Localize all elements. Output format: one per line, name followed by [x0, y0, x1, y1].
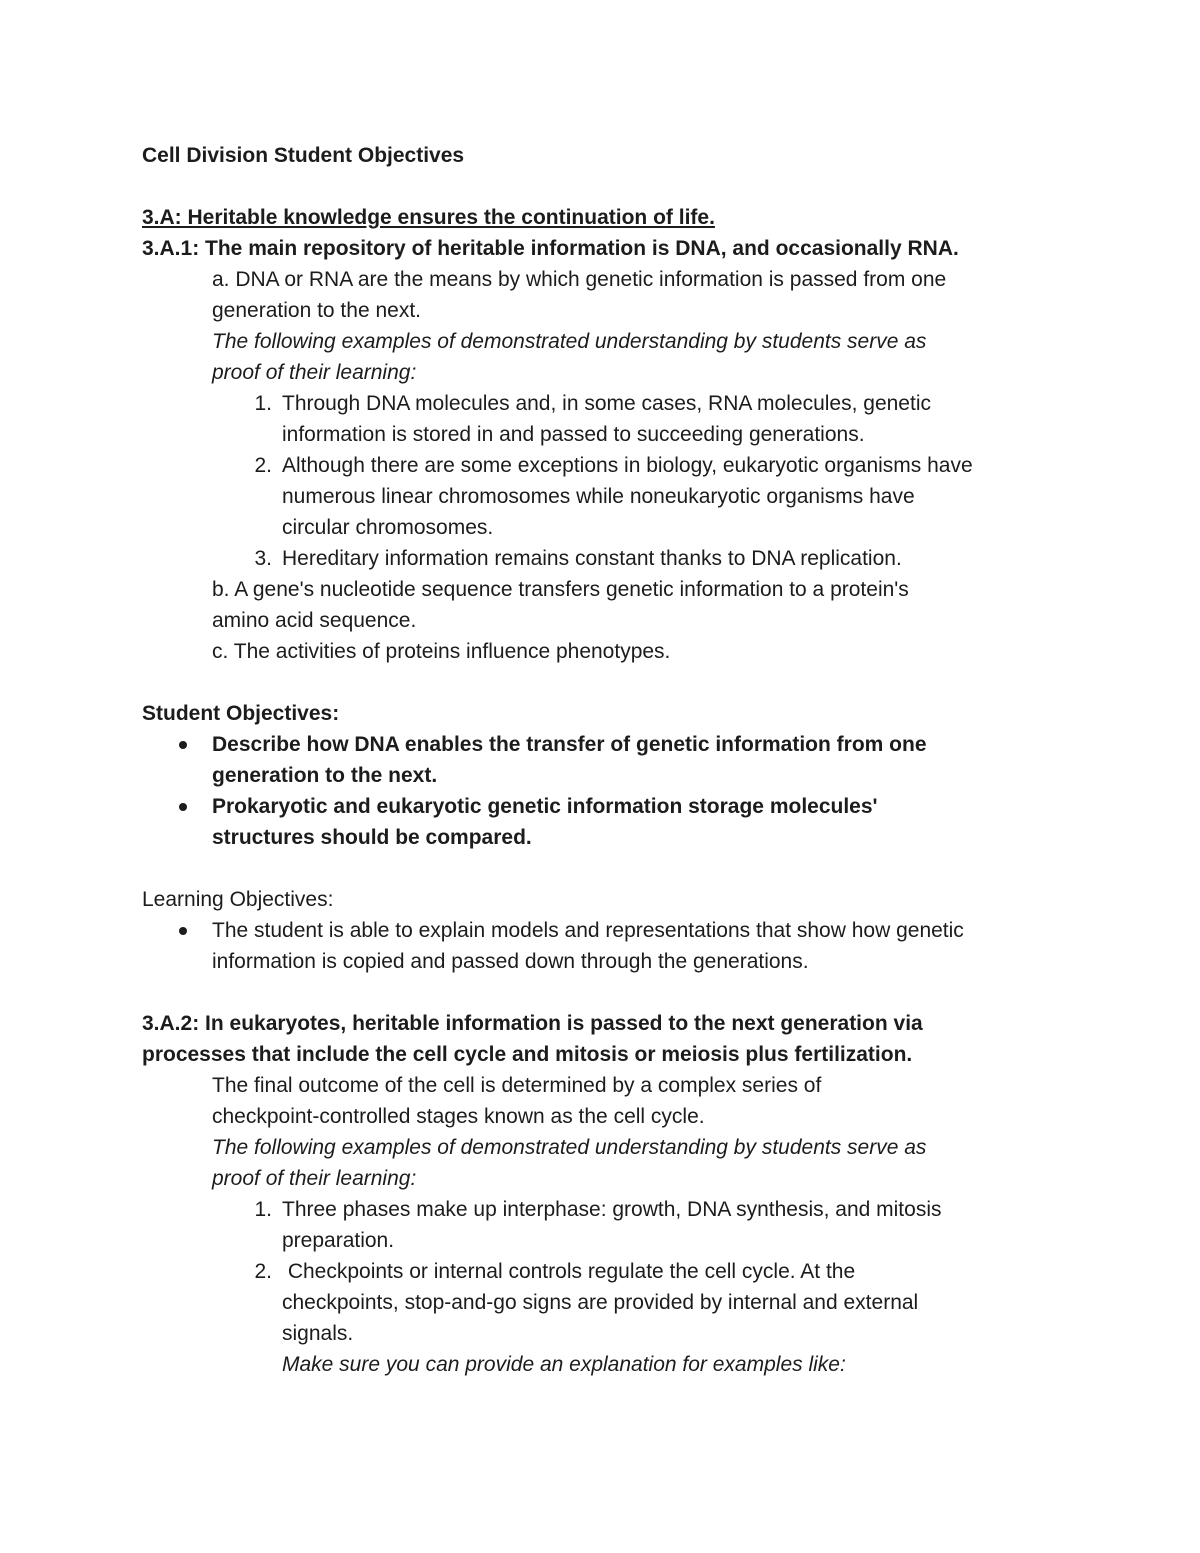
- section-3a-heading: 3.A: Heritable knowledge ensures the continuation of life.: [142, 206, 715, 229]
- intro-line: checkpoint-controlled stages known as the cell cycle.: [212, 1105, 705, 1128]
- example-line: signals.: [282, 1322, 354, 1345]
- item-b-line: b. A gene's nucleotide sequence transfers genetic information to a protein's: [212, 578, 909, 601]
- section-3a2-examples-intro: [142, 1132, 1082, 1194]
- item-a-line: a. DNA or RNA are the means by which genetic information is passed from one: [212, 268, 947, 291]
- example-number: 2.: [254, 1260, 272, 1283]
- section-3a2-heading: [142, 1008, 1082, 1070]
- example-line: Through DNA molecules and, in some cases, RNA molecules, genetic: [282, 392, 931, 415]
- document-title: Cell Division Student Objectives: [142, 144, 465, 167]
- learning-objective-line: The student is able to explain models and representations that show how genetic: [212, 919, 964, 942]
- student-objective-item: [142, 791, 1082, 853]
- example-line: Three phases make up interphase: growth, DNA synthesis, and mitosis: [282, 1198, 942, 1221]
- heading-line: processes that include the cell cycle and mitosis or meiosis plus fertilization.: [142, 1043, 913, 1066]
- section-3a2-intro: [142, 1070, 1082, 1132]
- section-3a1-item-b: [142, 574, 1082, 636]
- examples-intro-line: proof of their learning:: [212, 1167, 417, 1190]
- bullet-icon: [179, 803, 187, 811]
- example-line: Checkpoints or internal controls regulate the cell cycle. At the: [282, 1260, 856, 1283]
- spacer: [142, 853, 1082, 884]
- section-3a1-heading: 3.A.1: The main repository of heritable information is DNA, and occasionally RNA.: [142, 237, 959, 260]
- objective-line: generation to the next.: [212, 764, 438, 787]
- learning-objective-item: [142, 915, 1082, 977]
- example-line: Although there are some exceptions in biology, eukaryotic organisms have: [282, 454, 973, 477]
- learning-objective-line: information is copied and passed down through the generations.: [212, 950, 809, 973]
- spacer: [142, 977, 1082, 1008]
- example-line: numerous linear chromosomes while noneukaryotic organisms have: [282, 485, 915, 508]
- example-line: checkpoints, stop-and-go signs are provided by internal and external: [282, 1291, 919, 1314]
- document-page: [142, 140, 1082, 1380]
- item-b-line: amino acid sequence.: [212, 609, 417, 632]
- example-line: preparation.: [282, 1229, 395, 1252]
- examples-intro-line: The following examples of demonstrated understanding by students serve as: [212, 1136, 927, 1159]
- objective-line: structures should be compared.: [212, 826, 532, 849]
- student-objective-item: [142, 729, 1082, 791]
- section-3a1-item-c: [142, 636, 1082, 667]
- section-3a2-example-1: [142, 1194, 1082, 1256]
- objective-line: Describe how DNA enables the transfer of genetic information from one: [212, 733, 927, 756]
- example-number: 2.: [254, 454, 272, 477]
- example-number: 1.: [254, 1198, 272, 1221]
- example-line: information is stored in and passed to succeeding generations.: [282, 423, 865, 446]
- section-3a1-item-a: [142, 264, 1082, 326]
- bullet-icon: [179, 741, 187, 749]
- section-3a1-example-1: [142, 388, 1082, 450]
- example-line: circular chromosomes.: [282, 516, 494, 539]
- example-number: 1.: [254, 392, 272, 415]
- example-line: Hereditary information remains constant thanks to DNA replication.: [282, 547, 902, 570]
- section-3a1-example-2: [142, 450, 1082, 543]
- item-c-line: c. The activities of proteins influence phenotypes.: [212, 640, 671, 663]
- example-note: Make sure you can provide an explanation for examples like:: [282, 1353, 846, 1376]
- section-3a1-examples-intro: [142, 326, 1082, 388]
- section-3a1-example-3: [142, 543, 1082, 574]
- spacer: [142, 667, 1082, 698]
- example-number: 3.: [254, 547, 272, 570]
- examples-intro-line: The following examples of demonstrated understanding by students serve as: [212, 330, 927, 353]
- examples-intro-line: proof of their learning:: [212, 361, 417, 384]
- section-3a2-example-2: [142, 1256, 1082, 1380]
- learning-objectives-heading: Learning Objectives:: [142, 888, 334, 911]
- heading-line: 3.A.2: In eukaryotes, heritable information is passed to the next generation via: [142, 1012, 923, 1035]
- student-objectives-heading: Student Objectives:: [142, 702, 340, 725]
- intro-line: The final outcome of the cell is determined by a complex series of: [212, 1074, 822, 1097]
- item-a-line: generation to the next.: [212, 299, 421, 322]
- objective-line: Prokaryotic and eukaryotic genetic information storage molecules': [212, 795, 878, 818]
- bullet-icon: [179, 927, 187, 935]
